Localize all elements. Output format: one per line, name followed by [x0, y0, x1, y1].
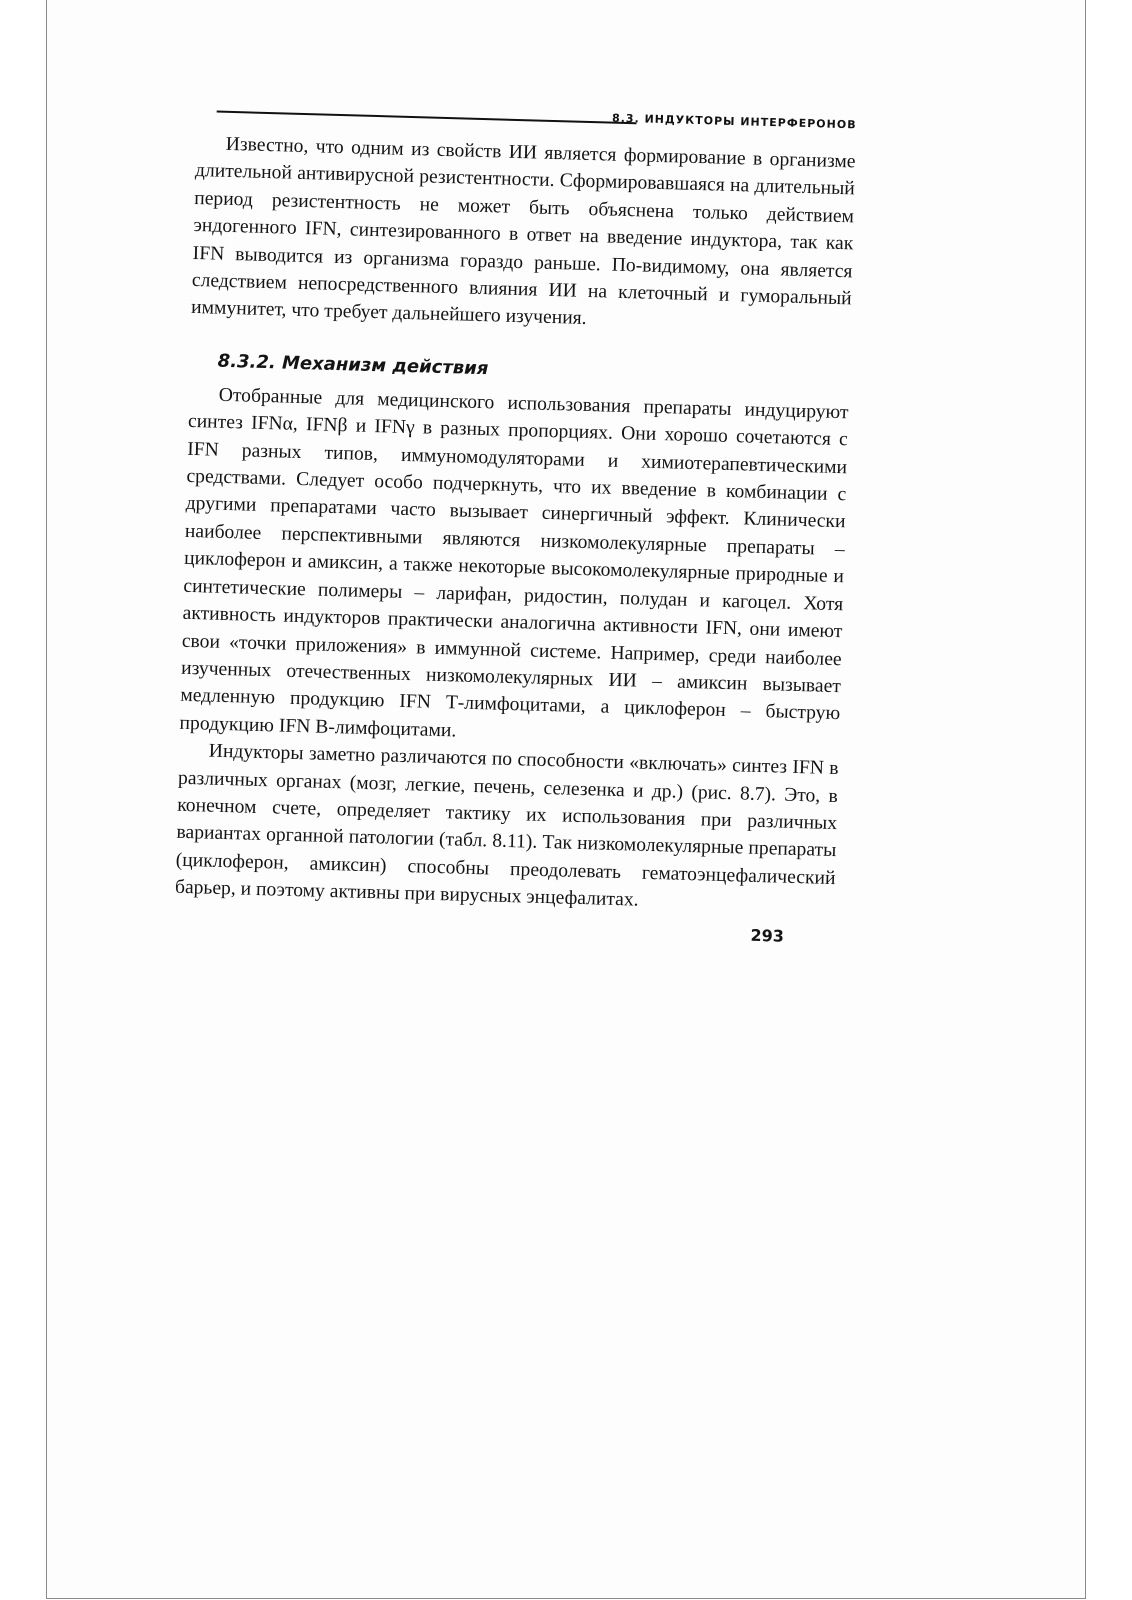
paragraph: Индукторы заметно различаются по способности «включать» синтез IFN в различных органах (мозг, легкие, печень, селезенка и др.) (рис. 8.7). Это, в конечном счете, определяет тактику их использования при различных вариантах органной патологии (табл. 8.11). Так низкомолекулярные препараты (циклоферон, амиксин) способны преодолевать гематоэнцефалический барьер, и поэтому активны при вирусных энцефалитах.: [174, 740, 839, 911]
section-heading: 8.3.2. Механизм действия: [217, 350, 489, 380]
body-section-bottom: [175, 381, 849, 920]
page-number: 293: [750, 925, 785, 946]
book-page: [174, 100, 857, 947]
body-section-top: [191, 130, 856, 340]
paragraph: Отобранные для медицинского использования препараты индуцируют синтез IFNα, IFNβ и IFNγ в разных пропорциях. Они хорошо сочетаются с IFN разных типов, иммуномодуляторами и химиотерапевтическими средствами. Следует особо подчеркнуть, что их введение в комбинации с другими препаратами часто вызывает синергичный эффект. Клинически наиболее перспективными являются низкомолекулярные препараты – циклоферон и амиксин, а также некоторые высокомолекулярные природные и синтетические полимеры – ларифан, ридостин, полудан и кагоцел. Хотя активность индукторов практически аналогична активности IFN, они имеют свои «точки приложения» в иммунной системе. Например, среди наиболее изученных отечественных низкомолекулярных ИИ – амиксин вызывает медленную продукцию IFN Т-лимфоцитами, а циклоферон – быструю продукцию IFN В-лимфоцитами.: [179, 384, 849, 742]
running-head-title: 8.3. ИНДУКТОРЫ ИНТЕРФЕРОНОВ: [611, 111, 857, 132]
scanned-page: [46, 0, 1086, 1599]
paragraph: Известно, что одним из свойств ИИ является формирование в организме длительной антивирусной резистентности. Сформировавшаяся на длительный период резистентность не может быть объяснена только действием эндогенного IFN, синтезированного в ответ на введение индуктора, так как IFN выводится из организма гораздо раньше. По-видимому, она является следствием непосредственного влияния ИИ на клеточный и гуморальный иммунитет, что требует дальнейшего изучения.: [190, 133, 856, 330]
header-rule: [217, 111, 637, 125]
